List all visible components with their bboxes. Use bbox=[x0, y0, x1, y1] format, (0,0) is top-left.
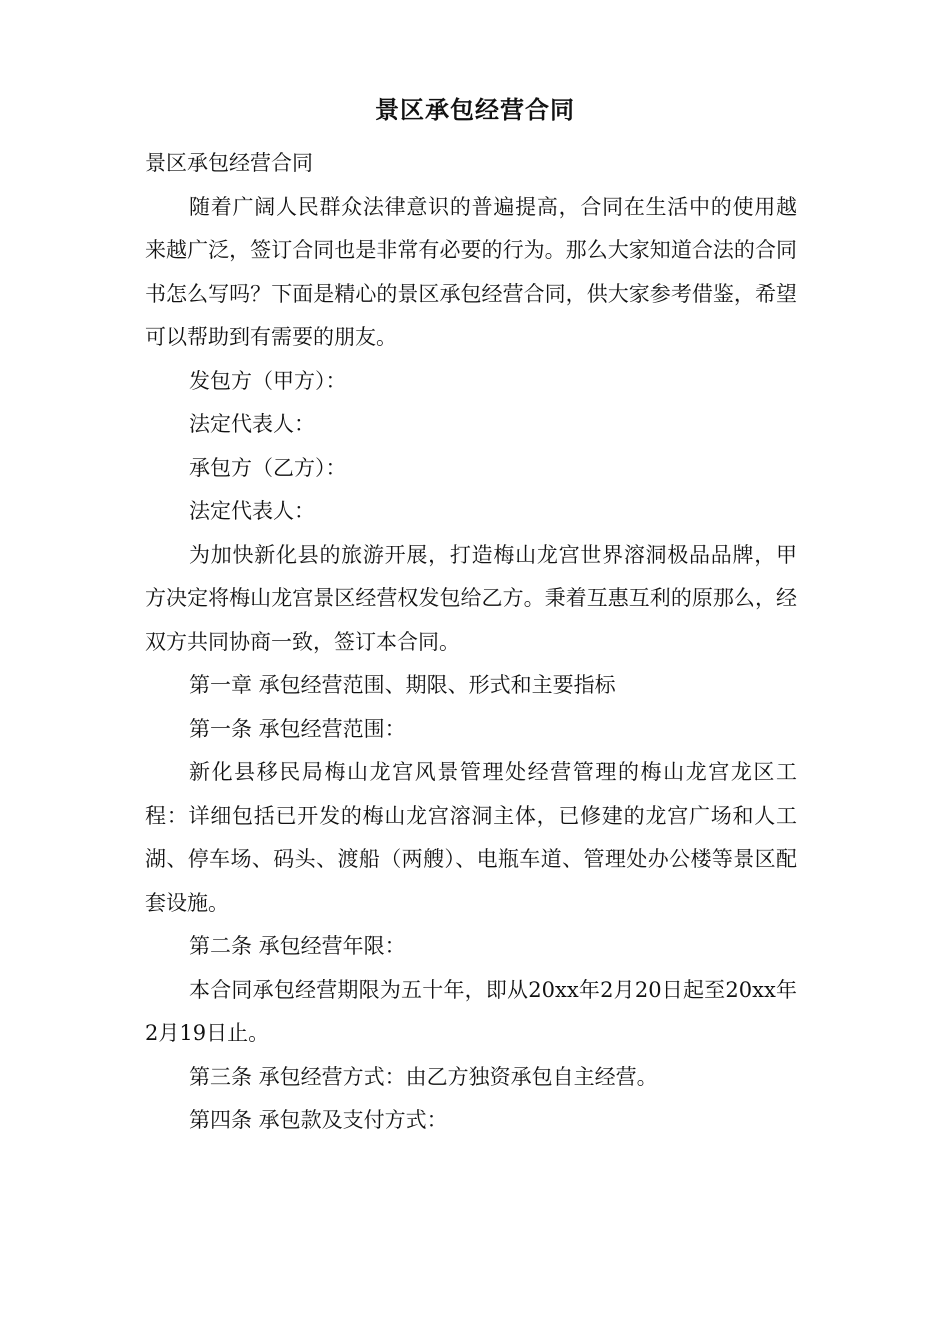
subtitle-paragraph: 景区承包经营合同 bbox=[145, 151, 313, 175]
article-one-paragraph: 新化县移民局梅山龙宫风景管理处经营管理的梅山龙宫龙区工程：详细包括已开发的梅山龙宫溶洞主体，已修建的龙宫广场和人工湖、停车场、码头、渡船（两艘）、电瓶车道、管理处办公楼等景区配套设施。 bbox=[145, 760, 797, 915]
intro-paragraph: 随着广阔人民群众法律意识的普遍提高，合同在生活中的使用越来越广泛，签订合同也是非常有必要的行为。那么大家知道合法的合同书怎么写吗？下面是精心的景区承包经营合同，供大家参考借鉴，希望可以帮助到有需要的朋友。 bbox=[145, 194, 797, 349]
document-title: 景区承包经营合同 bbox=[375, 95, 575, 124]
party-a-line: 发包方（甲方）： bbox=[189, 368, 347, 393]
article-two-heading: 第二条 承包经营年限： bbox=[189, 934, 406, 958]
article-four-heading: 第四条 承包款及支付方式： bbox=[189, 1108, 448, 1132]
chapter-one-heading: 第一章 承包经营范围、期限、形式和主要指标 bbox=[189, 673, 616, 697]
document-body bbox=[145, 142, 797, 1143]
article-one-heading: 第一条 承包经营范围： bbox=[189, 716, 406, 741]
party-a-representative-line: 法定代表人： bbox=[189, 412, 315, 436]
party-b-representative-line: 法定代表人： bbox=[189, 499, 315, 523]
party-b-line: 承包方（乙方）： bbox=[189, 455, 347, 480]
article-three-paragraph: 第三条 承包经营方式：由乙方独资承包自主经营。 bbox=[189, 1064, 658, 1089]
article-two-paragraph: 本合同承包经营期限为五十年，即从20xx年2月20日起至20xx年2月19日止。 bbox=[145, 977, 797, 1045]
preamble-paragraph: 为加快新化县的旅游开展，打造梅山龙宫世界溶洞极品品牌，甲方决定将梅山龙宫景区经营权发包给乙方。秉着互惠互利的原那么，经双方共同协商一致，签订本合同。 bbox=[145, 542, 797, 654]
